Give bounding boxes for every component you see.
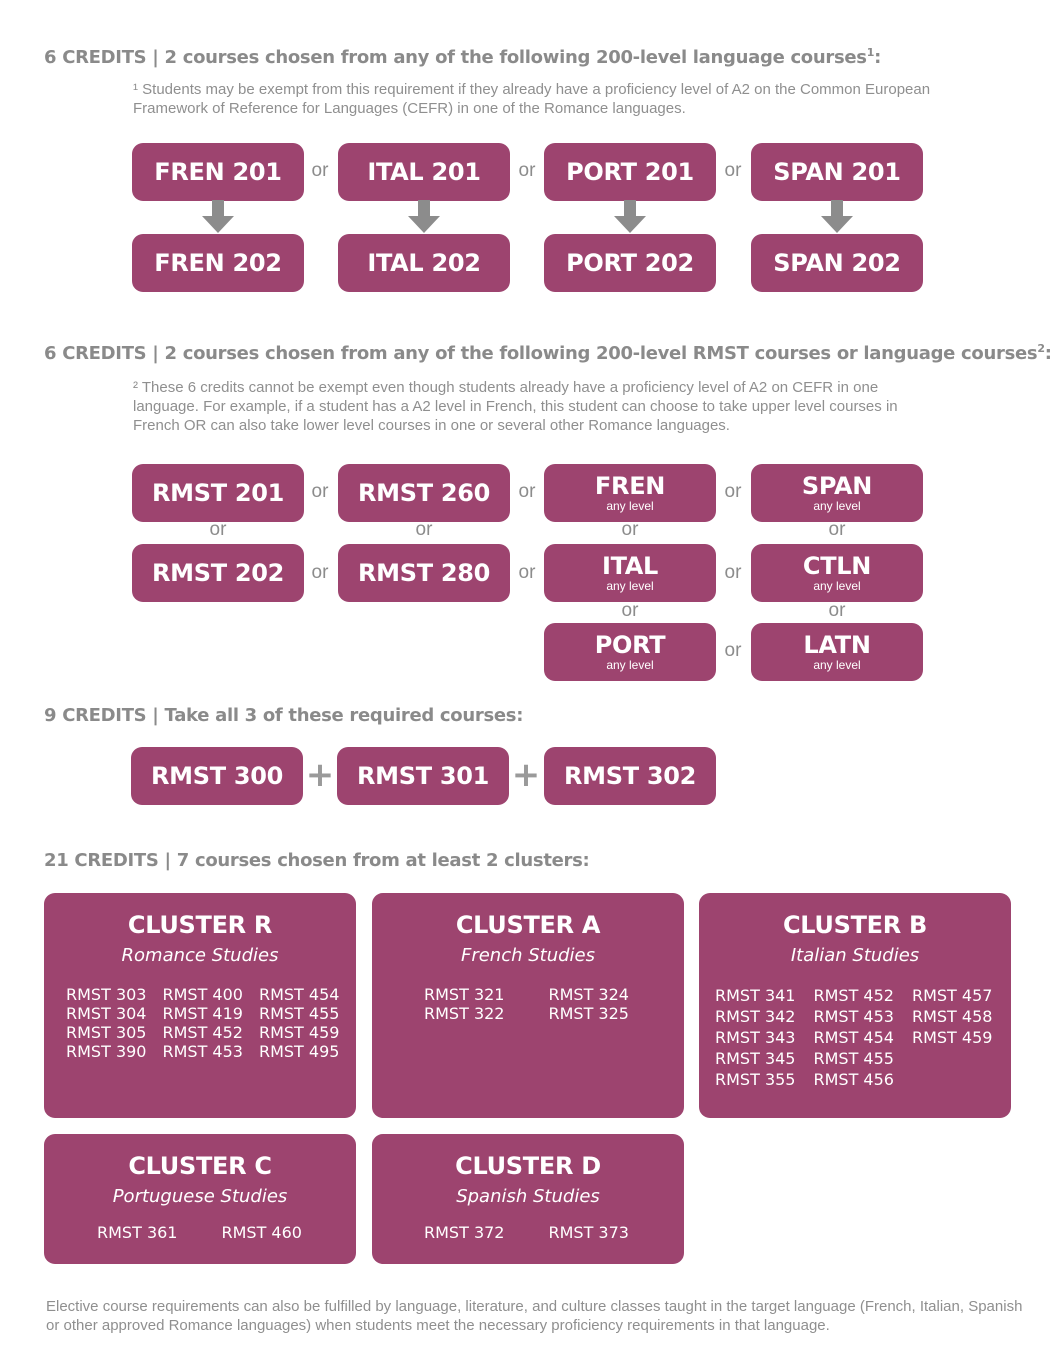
course-box-fren-201 (132, 143, 304, 201)
any-level-label: any level (813, 499, 861, 513)
course-item: RMST 303 (66, 985, 147, 1004)
course-column (66, 985, 146, 1061)
course-box-ital-any (544, 544, 716, 602)
course-item: RMST 325 (548, 1004, 629, 1023)
or-label: or (311, 160, 329, 181)
course-item: RMST 355 (715, 1070, 796, 1089)
or-label: or (415, 519, 433, 540)
cluster-a (372, 893, 684, 1118)
cluster-c (44, 1134, 356, 1264)
section2-heading (44, 342, 1052, 364)
course-label: CTLN (802, 552, 872, 580)
course-item: RMST 390 (66, 1042, 147, 1061)
section3-heading: 9 CREDITS | Take all 3 of these required courses: (44, 705, 524, 726)
course-box-rmst-260 (338, 464, 510, 522)
course-column (912, 985, 992, 1090)
plus-icon: + (511, 755, 541, 795)
cluster-course-list (424, 985, 629, 1023)
section1-heading-end: : (874, 47, 881, 68)
course-box-rmst-302 (544, 747, 716, 805)
course-item: RMST 453 (162, 1042, 243, 1061)
course-item: RMST 400 (162, 985, 243, 1004)
course-label: FREN (594, 472, 666, 500)
course-item: RMST 419 (162, 1004, 243, 1023)
course-item: RMST 457 (911, 986, 993, 1005)
cluster-subtitle: Portuguese Studies (112, 1186, 288, 1207)
section1-heading (44, 46, 881, 68)
cluster-subtitle: Romance Studies (121, 945, 279, 966)
cluster-d (372, 1134, 684, 1264)
course-item: RMST 495 (258, 1042, 340, 1061)
course-box-fren-any (544, 464, 716, 522)
course-box-rmst-301 (337, 747, 509, 805)
or-label: or (518, 481, 536, 502)
course-item: RMST 304 (66, 1004, 147, 1023)
course-label: SPAN 202 (773, 249, 901, 277)
course-box-rmst-280 (338, 544, 510, 602)
or-label: or (311, 481, 329, 502)
course-column (259, 985, 339, 1061)
or-label: or (518, 562, 536, 583)
course-box-latn-any (751, 623, 923, 681)
or-label: or (209, 519, 227, 540)
cluster-title: CLUSTER B (782, 911, 928, 939)
or-label: or (724, 640, 742, 661)
course-item: RMST 305 (66, 1023, 147, 1042)
or-label: or (828, 600, 846, 621)
course-item: RMST 459 (911, 1028, 993, 1047)
course-item: RMST 324 (548, 985, 629, 1004)
course-item: RMST 454 (813, 1028, 894, 1047)
section2-heading-end: : (1044, 343, 1052, 364)
down-arrow-icon (610, 200, 650, 234)
section2-footnote: ² These 6 credits cannot be exempt even though students already have a proficiency level of A2 on CEFR in one language. For example, if a student has a A2 level in French, this student can choose to take upper level courses in French OR can also take lower level courses in one or several other Romance languages. (133, 379, 898, 434)
course-label: LATN (803, 631, 871, 659)
course-column (97, 1223, 177, 1242)
course-label: RMST 280 (357, 559, 491, 587)
cluster-r (44, 893, 356, 1118)
any-level-label: any level (813, 658, 861, 672)
cluster-b (699, 893, 1011, 1118)
down-arrow-icon (817, 200, 857, 234)
or-label: or (724, 562, 742, 583)
course-item: RMST 455 (813, 1049, 894, 1068)
course-box-ital-201 (338, 143, 510, 201)
course-box-rmst-300 (131, 747, 303, 805)
course-label: RMST 201 (151, 479, 285, 507)
course-item: RMST 459 (258, 1023, 340, 1042)
course-label: SPAN (801, 472, 873, 500)
course-box-rmst-202 (132, 544, 304, 602)
cluster-course-list (97, 1223, 302, 1242)
course-label: RMST 300 (150, 762, 284, 790)
course-label: FREN 201 (154, 158, 282, 186)
section1-footnote: ¹ Students may be exempt from this requirement if they already have a proficiency level of A2 on the Common European Framework of Reference for Languages (CEFR) in one of the Romance languages. (133, 81, 931, 117)
footer-note: Elective course requirements can also be fulfilled by language, literature, and culture classes taught in the target language (French, Italian, Spanish or other approved Romance languages) when students meet the necessary proficiency requirements in that language. (46, 1298, 1023, 1334)
course-box-span-any (751, 464, 923, 522)
course-box-fren-202 (132, 234, 304, 292)
cluster-subtitle: Italian Studies (790, 945, 920, 966)
course-label: RMST 202 (151, 559, 285, 587)
course-item: RMST 322 (424, 1004, 505, 1023)
cluster-title: CLUSTER C (128, 1152, 272, 1180)
course-item: RMST 454 (258, 985, 340, 1004)
course-column (221, 1223, 301, 1242)
cluster-title: CLUSTER D (455, 1152, 601, 1180)
course-column (813, 985, 893, 1090)
course-item: RMST 342 (715, 1007, 796, 1026)
course-item: RMST 458 (911, 1007, 993, 1026)
section2-heading-sup: 2 (1037, 342, 1045, 355)
down-arrow-icon (198, 200, 238, 234)
section2-heading-text: 6 CREDITS | 2 courses chosen from any of the following 200-level RMST courses or language courses (44, 343, 1038, 364)
course-item: RMST 456 (813, 1070, 894, 1089)
course-box-span-201 (751, 143, 923, 201)
course-item: RMST 460 (221, 1223, 302, 1242)
course-item: RMST 453 (813, 1007, 894, 1026)
plus-icon: + (305, 755, 335, 795)
or-label: or (724, 481, 742, 502)
cluster-course-list (66, 985, 339, 1061)
course-label: RMST 260 (357, 479, 491, 507)
course-label: RMST 302 (563, 762, 697, 790)
course-item: RMST 321 (424, 985, 505, 1004)
course-item: RMST 372 (424, 1223, 505, 1242)
course-item: RMST 341 (715, 986, 796, 1005)
course-box-port-201 (544, 143, 716, 201)
course-item: RMST 455 (258, 1004, 340, 1023)
course-item: RMST 452 (813, 986, 894, 1005)
course-item: RMST 361 (97, 1223, 178, 1242)
course-label: RMST 301 (356, 762, 490, 790)
course-item: RMST 343 (715, 1028, 796, 1047)
course-item: RMST 345 (715, 1049, 796, 1068)
cluster-title: CLUSTER A (455, 911, 601, 939)
or-label: or (621, 519, 639, 540)
course-item: RMST 373 (548, 1223, 629, 1242)
course-box-rmst-201 (132, 464, 304, 522)
course-label: ITAL (601, 552, 659, 580)
course-item: RMST 452 (162, 1023, 243, 1042)
cluster-title: CLUSTER R (127, 911, 273, 939)
section1-heading-text: 6 CREDITS | 2 courses chosen from any of the following 200-level language courses (44, 47, 867, 68)
any-level-label: any level (606, 499, 654, 513)
cluster-course-list (715, 985, 992, 1090)
any-level-label: any level (606, 658, 654, 672)
or-label: or (311, 562, 329, 583)
course-label: PORT 202 (566, 249, 694, 277)
cluster-course-list (424, 1223, 629, 1242)
any-level-label: any level (606, 579, 654, 593)
any-level-label: any level (813, 579, 861, 593)
course-column (715, 985, 795, 1090)
course-label: PORT 201 (566, 158, 694, 186)
or-label: or (518, 160, 536, 181)
section4-heading: 21 CREDITS | 7 courses chosen from at least 2 clusters: (44, 850, 590, 871)
course-label: ITAL 202 (367, 249, 481, 277)
course-column (548, 985, 628, 1023)
course-label: PORT (594, 631, 666, 659)
course-box-span-202 (751, 234, 923, 292)
course-box-port-any (544, 623, 716, 681)
course-box-ital-202 (338, 234, 510, 292)
course-box-ctln-any (751, 544, 923, 602)
course-column (424, 1223, 504, 1242)
course-label: FREN 202 (154, 249, 282, 277)
course-column (548, 1223, 628, 1242)
course-column (162, 985, 242, 1061)
or-label: or (621, 600, 639, 621)
or-label: or (828, 519, 846, 540)
section1-heading-sup: 1 (866, 46, 875, 59)
course-label: SPAN 201 (773, 158, 901, 186)
or-label: or (724, 160, 742, 181)
course-box-port-202 (544, 234, 716, 292)
cluster-subtitle: Spanish Studies (456, 1186, 600, 1207)
down-arrow-icon (404, 200, 444, 234)
cluster-subtitle: French Studies (460, 945, 596, 966)
course-column (424, 985, 504, 1023)
course-label: ITAL 201 (367, 158, 481, 186)
